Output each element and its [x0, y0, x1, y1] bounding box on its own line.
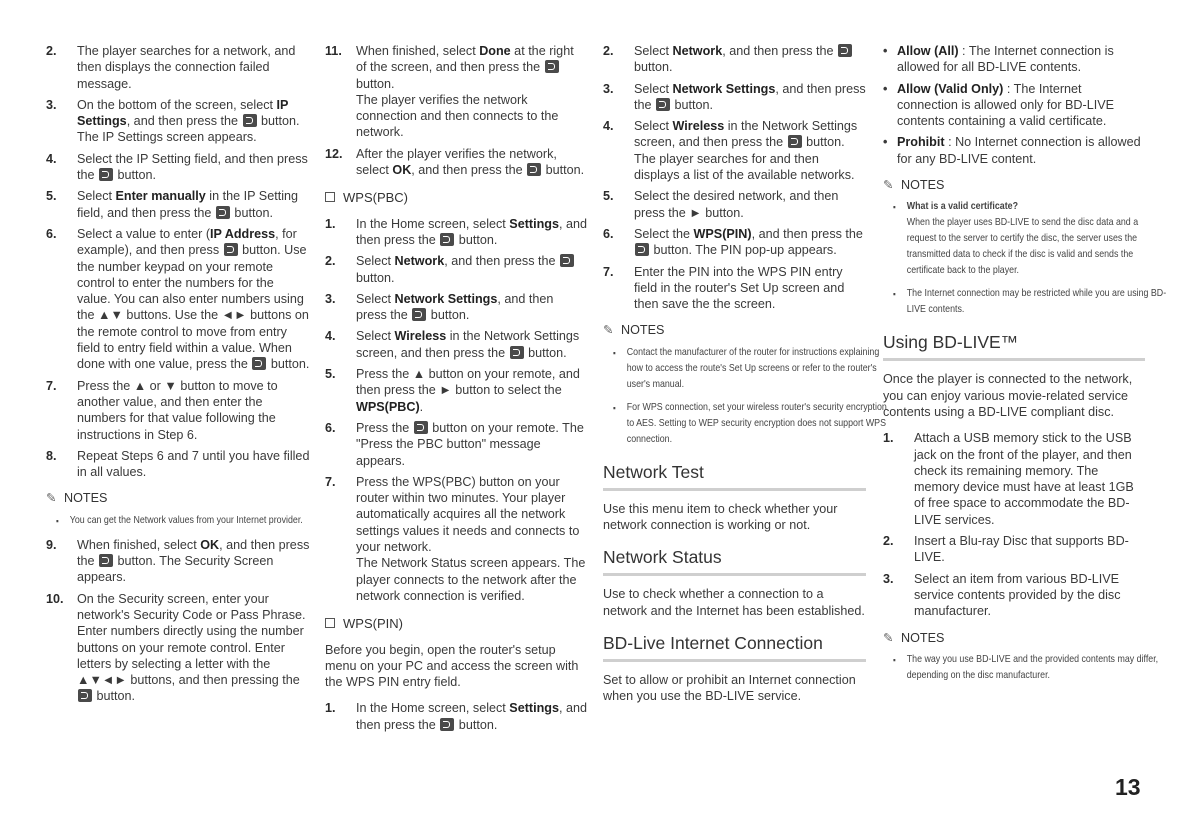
step-result: The IP Settings screen appears. — [77, 130, 257, 145]
step-number: 2. — [603, 44, 614, 58]
network-status-text: Use to check whether a connection to a network and the Internet has been established. — [603, 587, 865, 618]
option-name: Allow (Valid Only) — [897, 81, 1004, 96]
list-item — [46, 151, 310, 184]
step-number: 5. — [46, 189, 57, 204]
note-text: When the player uses BD-LIVE to send the disc data and a request to the server to certify the disc, the server uses the transmitted data to check if the disc is valid and sends the certificate back to the player. — [906, 217, 1139, 277]
using-bd-live-heading: Using BD-LIVE™ — [883, 332, 1145, 361]
step-bold: Settings — [509, 216, 559, 231]
list-item — [325, 366, 587, 415]
step-text: Select a value to enter ( — [77, 226, 211, 241]
enter-button-icon — [635, 243, 649, 256]
list-item — [603, 264, 866, 313]
step-bold: WPS(PIN) — [693, 226, 752, 241]
column-2 — [325, 43, 587, 738]
step-number: 3. — [325, 291, 336, 306]
wps-pin-heading — [325, 616, 587, 632]
step-text: Select — [77, 189, 116, 204]
wps-pbc-heading — [325, 190, 587, 206]
list-item — [325, 700, 587, 733]
option-text: : The Internet connection is allowed only for BD-LIVE contents containing a valid certificate. — [897, 81, 1115, 129]
step-text: In the Home screen, select — [356, 701, 510, 716]
notes-label: NOTES — [901, 630, 945, 645]
network-test-heading: Network Test — [603, 462, 866, 491]
enter-button-icon — [412, 308, 426, 321]
checkbox-bullet-icon — [325, 618, 335, 628]
step-number: 2. — [325, 254, 336, 269]
step-bold: Wireless — [672, 119, 725, 134]
using-bd-live-intro: Once the player is connected to the network, you can enjoy various movie-related service contents using a BD-LIVE compliant disc. — [883, 372, 1133, 419]
step-number: 3. — [603, 81, 614, 96]
step-text: Select — [356, 291, 395, 306]
step-number: 4. — [325, 329, 336, 344]
step-number: 10. — [46, 591, 64, 606]
bullet-item — [883, 134, 1145, 167]
enter-button-icon — [252, 357, 266, 370]
note-item: ▪ You can get the Network values from your Internet provider. — [56, 513, 333, 529]
step-text: , and then press the — [411, 163, 527, 178]
step-number: 2. — [46, 44, 57, 58]
step-text: Repeat Steps 6 and 7 until you have filled in all values. — [77, 448, 310, 480]
step-result: The Network Status screen appears. The player connects to the network after the network connection is verified. — [356, 556, 586, 603]
checkbox-bullet-icon — [325, 192, 335, 202]
step-number: 4. — [603, 119, 614, 134]
network-test-text: Use this menu item to check whether your network connection is working or not. — [603, 501, 838, 533]
list-item — [325, 146, 587, 179]
step-text: On the bottom of the screen, select — [77, 97, 277, 112]
step-result: The player searches for and then displays a list of the available networks. — [634, 151, 855, 183]
step-bold: Done — [479, 44, 511, 58]
step-text: Press the — [356, 420, 413, 435]
step-number: 12. — [325, 146, 343, 161]
wps-pin-intro: Before you begin, open the router's setup menu on your PC and access the screen with the WPS PIN entry field. — [325, 642, 579, 690]
step-text: Press the ▲ button on your remote, and then press the ► button to select the — [356, 367, 580, 398]
step-bold: OK — [200, 537, 220, 552]
step-number: 1. — [883, 431, 894, 446]
list-item — [46, 97, 310, 146]
column-4 — [883, 43, 1167, 691]
list-item — [325, 420, 587, 469]
step-text: button. — [257, 114, 300, 129]
notes-heading — [883, 630, 1145, 646]
notes-heading — [46, 490, 310, 506]
step-text: button. — [634, 60, 673, 75]
enter-button-icon — [224, 243, 238, 256]
enter-button-icon — [216, 206, 230, 219]
step-number: 9. — [46, 537, 57, 552]
list-item — [603, 118, 866, 183]
enter-button-icon — [99, 168, 113, 181]
step-text: , and then press the — [634, 81, 866, 112]
list-item — [46, 537, 310, 586]
step-text: button. — [524, 345, 567, 360]
list-item — [325, 253, 587, 286]
note-item: ▪ The way you use BD-LIVE and the provided contents may differ, depending on the disc manufacturer. — [893, 652, 1168, 684]
notes-label: NOTES — [64, 491, 108, 506]
step-number: 7. — [603, 264, 614, 279]
enter-button-icon — [788, 135, 802, 148]
step-text: in the IP Setting field, and then press the — [77, 189, 298, 220]
step-text: Select — [634, 119, 673, 134]
step-text: , and then press the — [444, 254, 560, 269]
network-status-heading: Network Status — [603, 547, 866, 576]
enter-button-icon — [78, 689, 92, 702]
option-name: Allow (All) — [897, 44, 959, 58]
list-item — [603, 188, 866, 221]
step-text: Select — [356, 254, 395, 269]
bullet-item — [883, 81, 1145, 130]
notes-label: NOTES — [621, 323, 665, 338]
step-text: Insert a Blu-ray Disc that supports BD-LIVE. — [914, 534, 1129, 565]
step-text: button. The PIN pop-up appears. — [650, 243, 837, 258]
step-text: After the player verifies the network, select — [356, 146, 557, 178]
bd-live-connection-text: Set to allow or prohibit an Internet connection when you use the BD-LIVE service. — [603, 672, 856, 704]
enter-button-icon — [243, 114, 257, 127]
enter-button-icon — [99, 554, 113, 567]
step-number: 5. — [325, 367, 336, 382]
list-item — [603, 81, 866, 114]
step-bold: OK — [392, 163, 412, 178]
note-title: ▪ What is a valid certificate? — [906, 201, 1018, 213]
bullet-item — [883, 43, 1145, 76]
pencil-icon: ✎ — [883, 630, 894, 645]
step-number: 6. — [603, 226, 614, 241]
step-number: 3. — [883, 571, 894, 586]
step-bold: Wireless — [394, 329, 447, 344]
step-text: at the right of the screen, and then press the — [356, 44, 574, 75]
list-item — [325, 216, 587, 249]
list-item — [46, 448, 310, 481]
step-number: 7. — [325, 474, 336, 489]
step-text: button. — [427, 308, 470, 323]
option-name: Prohibit — [897, 135, 945, 150]
step-number: 11. — [325, 44, 342, 58]
pencil-icon: ✎ — [46, 491, 57, 506]
enter-button-icon — [656, 98, 670, 111]
enter-button-icon — [527, 163, 541, 176]
step-text: Select — [634, 44, 673, 58]
step-text: button. Use the number keypad on your remote control to enter the numbers for the value. You can also enter numbers using the ▲▼ buttons. Use the ◄► buttons on the remote control to move from entry field to entry field within a value. When done with one value, press the — [77, 243, 309, 372]
step-number: 1. — [325, 216, 336, 231]
enter-button-icon — [560, 254, 574, 267]
step-text: , and then press the — [126, 114, 242, 129]
step-text: Select — [356, 329, 395, 344]
step-text: , for example), and then press — [77, 226, 297, 258]
step-text: button. — [671, 97, 714, 112]
list-item — [883, 430, 1145, 528]
heading-text: WPS(PIN) — [343, 616, 403, 632]
step-number: 1. — [325, 701, 336, 716]
list-item — [46, 43, 310, 92]
step-text: button. — [356, 270, 395, 285]
list-item — [883, 533, 1145, 566]
step-number: 7. — [46, 378, 57, 393]
step-bold: Settings — [509, 701, 559, 716]
enter-button-icon — [440, 233, 454, 246]
step-text: , and then press the — [356, 701, 587, 732]
step-result: The player verifies the network connection and then connects to the network. — [356, 92, 559, 140]
step-number: 4. — [46, 151, 57, 166]
step-text: When finished, select — [356, 44, 480, 58]
note-item: ▪ For WPS connection, set your wireless router's security encryption to AES. Setting to WEP security encryption does not support WPS connection. — [613, 400, 889, 448]
step-text: button. — [114, 168, 157, 183]
enter-button-icon — [838, 44, 852, 57]
enter-button-icon — [414, 421, 428, 434]
step-text: In the Home screen, select — [356, 216, 510, 231]
step-text: . — [419, 399, 424, 414]
list-item — [883, 571, 1145, 620]
step-number: 2. — [883, 534, 894, 549]
list-item — [46, 378, 310, 443]
step-text: button. — [93, 689, 136, 704]
step-number: 5. — [603, 189, 614, 204]
step-text: , and then press the — [356, 216, 587, 247]
step-number: 8. — [46, 448, 57, 463]
bd-live-connection-heading: BD-Live Internet Connection — [603, 633, 866, 662]
step-bold: IP Settings — [77, 97, 289, 129]
step-text: button on your remote. The "Press the PBC button" message appears. — [356, 420, 584, 468]
list-item — [325, 474, 587, 604]
heading-text: WPS(PBC) — [343, 190, 408, 206]
step-text: button. — [230, 205, 273, 220]
enter-button-icon — [440, 718, 454, 731]
pencil-icon: ✎ — [883, 178, 894, 193]
option-text: : No Internet connection is allowed for any BD-LIVE content. — [897, 135, 1141, 166]
step-text: button. — [455, 717, 498, 732]
step-text: , and then press the — [77, 537, 310, 569]
list-item — [46, 591, 310, 705]
note-item: ▪ The Internet connection may be restricted while you are using BD-LIVE contents. — [893, 286, 1168, 318]
note-item — [893, 199, 1168, 279]
note-item: ▪ Contact the manufacturer of the router for instructions explaining how to access the route's Set Up screens or refer to the router's user's manual. — [613, 345, 889, 393]
step-bold: Network Settings — [394, 291, 498, 306]
pencil-icon: ✎ — [603, 323, 614, 338]
page-number: 13 — [1115, 774, 1141, 800]
list-item — [325, 43, 587, 141]
list-item — [603, 43, 866, 76]
step-bold: Network — [672, 44, 723, 58]
step-bold: Enter manually — [115, 189, 206, 204]
notes-heading — [883, 177, 1145, 193]
enter-button-icon — [510, 346, 524, 359]
step-text: Attach a USB memory stick to the USB jack on the front of the player, and then check its remaining memory. The memory device must have at least 1GB of free space to accommodate the BD-LIVE services. — [914, 431, 1134, 527]
step-number: 6. — [46, 226, 57, 241]
list-item — [46, 226, 310, 373]
step-text: button. The Security Screen appears. — [77, 554, 274, 585]
step-text: When finished, select — [77, 537, 201, 552]
step-text: in the Network Settings screen, and then press the — [356, 329, 580, 360]
step-text: in the Network Settings screen, and then press the — [634, 119, 858, 150]
step-text: button. — [802, 135, 845, 150]
step-text: On the Security screen, enter your network's Security Code or Pass Phrase. Enter numbers directly using the number buttons on your remote control. Enter letters by selecting a letter with the ▲▼◄► buttons, and then pressing the — [77, 591, 306, 688]
step-text: Press the ▲ or ▼ button to move to another value, and then enter the numbers for that value following the instructions in Step 6. — [77, 378, 278, 442]
step-text: Select an item from various BD-LIVE service contents provided by the disc manufacturer. — [914, 571, 1121, 619]
step-bold: Network — [394, 254, 445, 269]
step-text: Select the IP Setting field, and then press the — [77, 151, 308, 183]
step-text: button. — [455, 232, 498, 247]
step-number: 6. — [325, 420, 336, 435]
step-text: , and then press the — [356, 291, 554, 323]
option-text: : The Internet connection is allowed for all BD-LIVE contents. — [897, 44, 1114, 75]
notes-heading — [603, 322, 866, 338]
enter-button-icon — [545, 60, 559, 73]
step-text: Press the WPS(PBC) button on your router within two minutes. Your player automatically acquires all the network settings values it needs and connects to your network. — [356, 474, 580, 555]
list-item — [46, 188, 310, 221]
step-bold: Network Settings — [672, 81, 776, 96]
list-item — [325, 328, 587, 361]
step-text: , and then press the — [751, 226, 863, 241]
step-bold: IP Address — [210, 226, 276, 241]
step-text: button. — [542, 163, 585, 178]
list-item — [325, 291, 587, 324]
step-text: Select — [634, 81, 673, 96]
column-3 — [603, 43, 887, 715]
step-text: button. — [356, 76, 395, 91]
step-text: The player searches for a network, and then displays the connection failed message. — [77, 44, 296, 91]
notes-label: NOTES — [901, 178, 945, 193]
list-item — [603, 226, 866, 259]
step-text: Enter the PIN into the WPS PIN entry field in the router's Set Up screen and then save the the screen. — [634, 264, 845, 312]
step-number: 3. — [46, 97, 57, 112]
step-text: button. — [267, 357, 310, 372]
step-text: , and then press the — [722, 44, 838, 58]
step-bold: WPS(PBC) — [356, 399, 420, 414]
step-text: Select the desired network, and then press the ► button. — [634, 189, 839, 220]
column-1 — [46, 43, 310, 710]
step-text: Select the — [634, 226, 694, 241]
